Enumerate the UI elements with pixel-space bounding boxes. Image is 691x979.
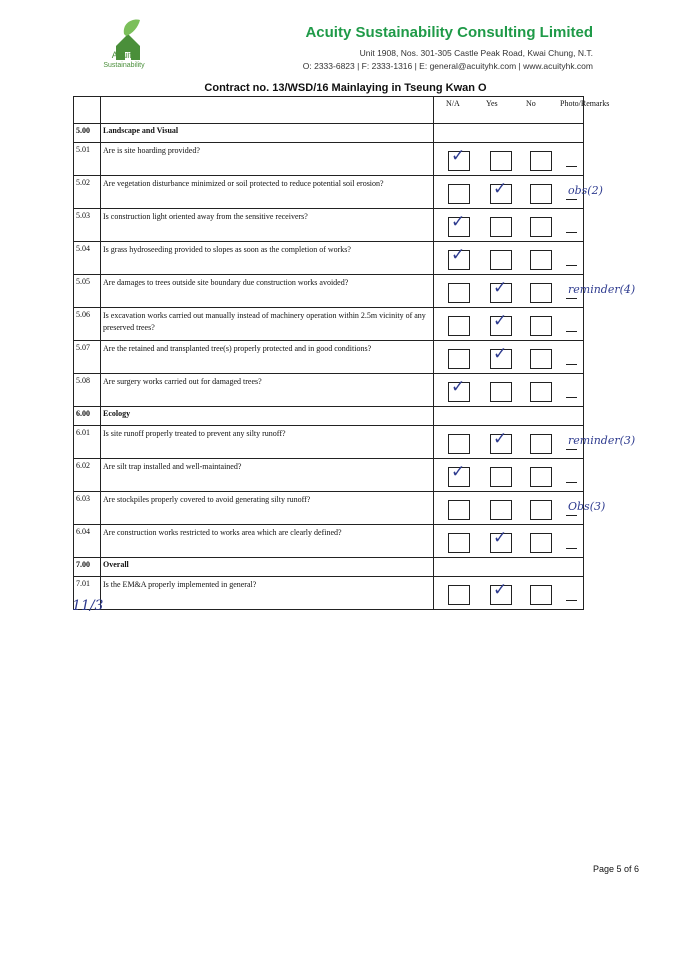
yes-checkbox[interactable] bbox=[490, 217, 512, 237]
remarks-line bbox=[566, 166, 577, 167]
item-question: Is site runoff properly treated to prevent any silty runoff? bbox=[101, 426, 434, 459]
handwritten-note: 11/3 bbox=[72, 598, 104, 614]
answer-cell bbox=[434, 577, 584, 610]
remarks-line bbox=[566, 331, 577, 332]
answer-cell bbox=[434, 426, 636, 459]
item-question: Are damages to trees outside site boundary due construction works avoided? bbox=[101, 275, 434, 308]
item-question: Are surgery works carried out for damaged trees? bbox=[101, 374, 434, 407]
check-mark-icon: ✓ bbox=[493, 344, 508, 364]
check-mark-icon: ✓ bbox=[493, 528, 508, 548]
header-columns-cell bbox=[434, 97, 610, 124]
item-question: Are stockpiles properly covered to avoid generating silty runoff? bbox=[101, 492, 434, 525]
no-checkbox[interactable] bbox=[530, 500, 552, 520]
section-blank-cell bbox=[434, 558, 584, 577]
item-number: 5.02 bbox=[74, 176, 101, 209]
company-address-block bbox=[303, 47, 593, 73]
check-mark-icon: ✓ bbox=[493, 311, 508, 331]
remarks-line bbox=[566, 232, 577, 233]
section-number: 5.00 bbox=[74, 124, 101, 143]
section-blank-cell bbox=[434, 124, 584, 143]
na-checkbox[interactable] bbox=[448, 184, 470, 204]
check-mark-icon: ✓ bbox=[493, 429, 508, 449]
check-mark-icon: ✓ bbox=[451, 245, 466, 265]
checklist-row bbox=[74, 242, 584, 275]
check-mark-icon: ✓ bbox=[451, 462, 466, 482]
na-checkbox[interactable] bbox=[448, 434, 470, 454]
section-title: Ecology bbox=[101, 407, 434, 426]
remarks-line bbox=[566, 199, 577, 200]
checklist-row bbox=[74, 308, 584, 341]
contract-title: Contract no. 13/WSD/16 Mainlaying in Tseung Kwan O bbox=[204, 82, 487, 94]
item-number: 5.03 bbox=[74, 209, 101, 242]
handwritten-remark: reminder(3) bbox=[568, 434, 636, 447]
column-header: Photo/Remarks bbox=[560, 99, 610, 108]
check-mark-icon: ✓ bbox=[451, 377, 466, 397]
answer-cell bbox=[434, 275, 636, 308]
yes-checkbox[interactable] bbox=[490, 250, 512, 270]
item-number: 5.04 bbox=[74, 242, 101, 275]
handwritten-remark: obs(2) bbox=[568, 184, 603, 197]
answer-cell bbox=[434, 374, 584, 407]
no-checkbox[interactable] bbox=[530, 434, 552, 454]
checklist-row bbox=[74, 176, 584, 209]
remarks-line bbox=[566, 600, 577, 601]
na-checkbox[interactable] bbox=[448, 500, 470, 520]
no-checkbox[interactable] bbox=[530, 283, 552, 303]
section-title: Overall bbox=[101, 558, 434, 577]
remarks-line bbox=[566, 298, 577, 299]
na-checkbox[interactable] bbox=[448, 283, 470, 303]
column-header: Yes bbox=[486, 99, 498, 108]
checklist-row bbox=[74, 275, 584, 308]
item-number: 6.01 bbox=[74, 426, 101, 459]
item-question: Are the retained and transplanted tree(s) properly protected and in good conditions? bbox=[101, 341, 434, 374]
item-question: Is the EM&A properly implemented in general? bbox=[101, 577, 434, 610]
item-question: Are silt trap installed and well-maintained? bbox=[101, 459, 434, 492]
item-question: Are construction works restricted to works area which are clearly defined? bbox=[101, 525, 434, 558]
no-checkbox[interactable] bbox=[530, 250, 552, 270]
no-checkbox[interactable] bbox=[530, 533, 552, 553]
answer-cell bbox=[434, 143, 584, 176]
yes-checkbox[interactable] bbox=[490, 382, 512, 402]
yes-checkbox[interactable] bbox=[490, 151, 512, 171]
item-number: 5.05 bbox=[74, 275, 101, 308]
na-checkbox[interactable] bbox=[448, 349, 470, 369]
check-mark-icon: ✓ bbox=[451, 212, 466, 232]
checklist-row bbox=[74, 374, 584, 407]
item-number: 6.04 bbox=[74, 525, 101, 558]
check-mark-icon: ✓ bbox=[451, 146, 466, 166]
yes-checkbox[interactable] bbox=[490, 500, 512, 520]
no-checkbox[interactable] bbox=[530, 585, 552, 605]
logo-word: Acuity bbox=[111, 50, 137, 60]
answer-cell bbox=[434, 492, 606, 525]
section-number: 7.00 bbox=[74, 558, 101, 577]
section-title: Landscape and Visual bbox=[101, 124, 434, 143]
section-row bbox=[74, 558, 584, 577]
company-name: Acuity Sustainability Consulting Limited bbox=[305, 24, 593, 41]
check-mark-icon: ✓ bbox=[493, 278, 508, 298]
column-header: N/A bbox=[446, 99, 460, 108]
remarks-line bbox=[566, 482, 577, 483]
answer-cell bbox=[434, 176, 603, 209]
checklist-row bbox=[74, 459, 584, 492]
na-checkbox[interactable] bbox=[448, 533, 470, 553]
check-mark-icon: ✓ bbox=[493, 580, 508, 600]
answer-cell bbox=[434, 308, 584, 341]
checklist-row bbox=[74, 577, 584, 610]
checklist-row bbox=[74, 209, 584, 242]
checklist-table bbox=[73, 96, 636, 610]
remarks-line bbox=[566, 548, 577, 549]
item-number: 5.07 bbox=[74, 341, 101, 374]
item-question: Is grass hydroseeding provided to slopes as soon as the completion of works? bbox=[101, 242, 434, 275]
answer-cell bbox=[434, 341, 584, 374]
no-checkbox[interactable] bbox=[530, 151, 552, 171]
na-checkbox[interactable] bbox=[448, 585, 470, 605]
section-row bbox=[74, 124, 584, 143]
no-checkbox[interactable] bbox=[530, 217, 552, 237]
no-checkbox[interactable] bbox=[530, 382, 552, 402]
section-row bbox=[74, 407, 584, 426]
answer-cell bbox=[434, 525, 584, 558]
no-checkbox[interactable] bbox=[530, 316, 552, 336]
checklist-row bbox=[74, 525, 584, 558]
remarks-line bbox=[566, 265, 577, 266]
item-question: Is excavation works carried out manually instead of machinery operation within 2.5m vicinity of any preserved trees? bbox=[101, 308, 434, 341]
item-number: 5.08 bbox=[74, 374, 101, 407]
no-checkbox[interactable] bbox=[530, 349, 552, 369]
section-number: 6.00 bbox=[74, 407, 101, 426]
logo-subtitle: Sustainability bbox=[103, 62, 145, 69]
item-question: Is construction light oriented away from the sensitive receivers? bbox=[101, 209, 434, 242]
item-number: 6.02 bbox=[74, 459, 101, 492]
checklist-row bbox=[74, 341, 584, 374]
company-address: Unit 1908, Nos. 301-305 Castle Peak Road, Kwai Chung, N.T. bbox=[359, 48, 593, 58]
checklist-row bbox=[74, 492, 584, 525]
answer-cell bbox=[434, 209, 584, 242]
handwritten-remark: reminder(4) bbox=[568, 283, 636, 296]
checklist-row bbox=[74, 426, 584, 459]
section-blank-cell bbox=[434, 407, 584, 426]
item-question: Are vegetation disturbance minimized or soil protected to reduce potential soil erosion? bbox=[101, 176, 434, 209]
remarks-line bbox=[566, 397, 577, 398]
remarks-line bbox=[566, 515, 577, 516]
item-number: 6.03 bbox=[74, 492, 101, 525]
handwritten-remark: Obs(3) bbox=[568, 500, 606, 513]
item-question: Are is site hoarding provided? bbox=[101, 143, 434, 176]
item-number: 5.06 bbox=[74, 308, 101, 341]
na-checkbox[interactable] bbox=[448, 316, 470, 336]
answer-cell bbox=[434, 459, 584, 492]
remarks-line bbox=[566, 449, 577, 450]
company-contact: O: 2333-6823 | F: 2333-1316 | E: general@acuityhk.com | www.acuityhk.com bbox=[302, 61, 593, 71]
check-mark-icon: ✓ bbox=[493, 179, 508, 199]
table-header-row bbox=[74, 97, 584, 124]
no-checkbox[interactable] bbox=[530, 467, 552, 487]
yes-checkbox[interactable] bbox=[490, 467, 512, 487]
no-checkbox[interactable] bbox=[530, 184, 552, 204]
item-number: 5.01 bbox=[74, 143, 101, 176]
header-question-cell bbox=[101, 97, 434, 124]
header-no-cell bbox=[74, 97, 101, 124]
remarks-line bbox=[566, 364, 577, 365]
column-header: No bbox=[526, 99, 536, 108]
answer-cell bbox=[434, 242, 584, 275]
checklist-row bbox=[74, 143, 584, 176]
item-number: 7.01 bbox=[74, 577, 101, 610]
page-number: Page 5 of 6 bbox=[592, 864, 639, 874]
